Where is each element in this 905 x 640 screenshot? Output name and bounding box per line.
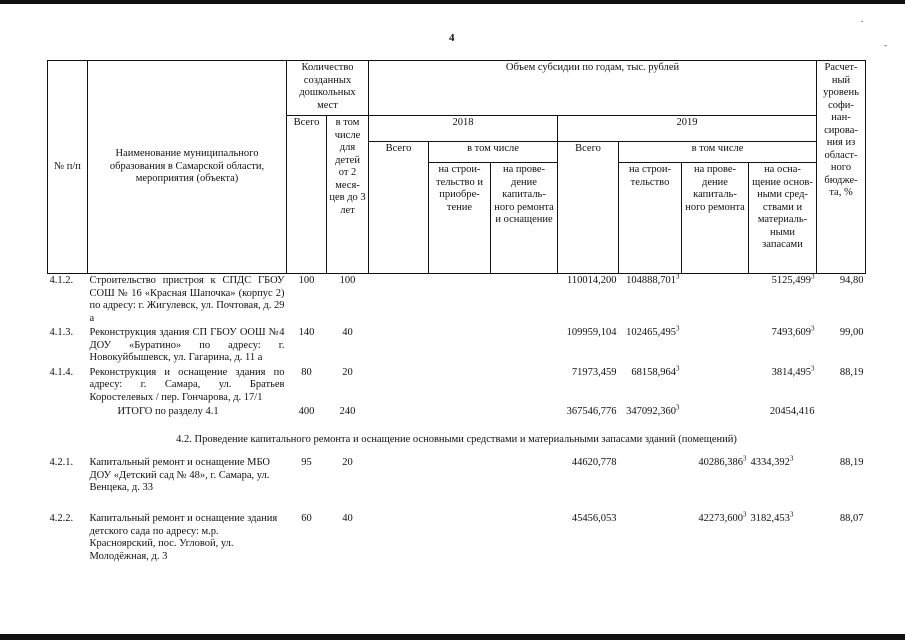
header-subsidy: Объем субсидии по годам, тыс. рублей xyxy=(369,61,817,116)
row-2019-total: 109959,104 xyxy=(566,327,617,338)
table-row xyxy=(48,456,866,512)
row-num: 4.1.3. xyxy=(49,327,74,338)
row-num: 4.1.2. xyxy=(49,275,74,286)
row-name: Капитальный ремонт и оснащение МБО ДОУ «Детский сад № 48», г. Самара, ул. Венцека, д. 33 xyxy=(89,457,271,493)
header-2018-including: в том числе xyxy=(429,142,558,163)
header-places: Количество созданных дошкольных мест xyxy=(287,61,369,116)
row-2019-equip: 7493,609$^3$ xyxy=(771,324,815,338)
row-2019-total: 45456,053 xyxy=(571,513,617,524)
row-places-under3: 20 xyxy=(342,366,353,378)
row-name: Реконструкция здания СП ГБОУ ООШ №4 ДОУ «Буратино» по адресу: г. Новокуйбышевск, ул. Гагарина, д. 11 а xyxy=(89,327,285,363)
row-2019-total: 44620,778 xyxy=(571,457,617,468)
header-2019-including: в том числе xyxy=(619,142,817,163)
row-num: 4.2.1. xyxy=(49,457,74,468)
row-places-total: 100 xyxy=(298,275,315,286)
row-name: Строительство пристроя к СПДС ГБОУ СОШ № 16 «Красная Шапочка» (корпус 2) по адресу: г. Жигулевск, ул. Почтовая, д. 29 а xyxy=(89,275,285,324)
row-places-under3: 100 xyxy=(339,275,356,286)
subtotal-2019-construction: 347092,360$^3$ xyxy=(626,403,680,417)
section-row xyxy=(48,420,866,457)
header-2018-construction: на строи- тельство и приобре- тение xyxy=(429,163,491,274)
header-2019-equip: на осна- щение основ- ными сред- ствами и материаль- ными запасами xyxy=(749,163,817,274)
row-places-total: 140 xyxy=(298,327,315,338)
row-2019-construction: 104888,701$^3$ xyxy=(626,272,680,286)
row-rate: 99,00 xyxy=(839,327,864,338)
header-name: Наименование муниципального образования в Самарской области, мероприятия (объекта) xyxy=(88,61,287,274)
subtotal-2019-equip: 20454,416 xyxy=(769,406,815,417)
table-row xyxy=(48,274,866,327)
scan-mark: . xyxy=(861,14,864,24)
header-year-2019: 2019 xyxy=(558,116,817,142)
row-name: Капитальный ремонт и оснащение здания детского сада по адресу: м.р. Красноярский, пос. Угловой, ул. Молодёжная, д. 3 xyxy=(89,513,278,562)
subtotal-places-total: 400 xyxy=(298,406,315,417)
row-rate: 88,19 xyxy=(839,366,864,378)
subtotal-places-under3: 240 xyxy=(339,406,356,417)
header-2019-construction: на строи- тельство xyxy=(619,163,682,274)
page-number: 4 xyxy=(449,32,455,44)
row-places-total: 80 xyxy=(301,366,312,378)
row-2019-equip: 4334,392$^3$ xyxy=(750,454,794,468)
row-num: 4.1.4. xyxy=(49,366,74,378)
row-rate: 88,07 xyxy=(839,513,864,524)
row-places-total: 60 xyxy=(301,513,312,524)
subtotal-2019-total: 367546,776 xyxy=(566,406,617,417)
row-places-under3: 20 xyxy=(342,457,353,468)
header-places-total: Всего xyxy=(287,116,327,274)
row-places-total: 95 xyxy=(301,457,312,468)
scan-mark: - xyxy=(884,40,887,50)
row-name: Реконструкция и оснащение здания по адресу: г. Самара, ул. Братьев Коростелевых / пер. Гончарова, д. 17/1 xyxy=(89,366,285,403)
row-2019-equip: 3182,453$^3$ xyxy=(750,510,794,524)
section-title: 4.2. Проведение капитального ремонта и оснащение основными средствами и материальными запасами зданий (помещений) xyxy=(176,433,737,445)
header-2018-repair: на прове- дение капиталь- ного ремонта и оснащение xyxy=(491,163,558,274)
header-2019-repair: на прове- дение капиталь- ного ремонта xyxy=(682,163,749,274)
header-2018-total: Всего xyxy=(369,142,429,274)
row-2019-construction: 102465,495$^3$ xyxy=(626,324,680,338)
header-2019-total: Всего xyxy=(558,142,619,274)
row-rate: 94,80 xyxy=(839,275,864,286)
header-year-2018: 2018 xyxy=(369,116,558,142)
row-places-under3: 40 xyxy=(342,513,353,524)
row-2019-construction: 68158,964$^3$ xyxy=(631,364,680,378)
top-border xyxy=(0,0,905,4)
subtotal-label: ИТОГО по разделу 4.1 xyxy=(117,406,219,417)
header-rate: Расчет- ный уровень софи- нан- сирова- ния из област- ного бюдже- та, % xyxy=(817,61,866,274)
row-num: 4.2.2. xyxy=(49,513,74,524)
row-rate: 88,19 xyxy=(839,457,864,468)
subsidy-table xyxy=(47,60,866,564)
row-2019-repair: 42273,600$^3$ xyxy=(698,510,747,524)
row-2019-equip: 3814,495$^3$ xyxy=(771,364,815,378)
row-2019-total: 71973,459 xyxy=(571,366,617,378)
header-num: № п/п xyxy=(48,61,88,274)
table-row xyxy=(48,512,866,564)
row-2019-equip: 5125,499$^3$ xyxy=(771,272,815,286)
bottom-border xyxy=(0,634,905,640)
row-places-under3: 40 xyxy=(342,327,353,338)
row-2019-total: 110014,200 xyxy=(567,275,617,286)
table-row xyxy=(48,366,866,406)
table-row xyxy=(48,326,866,366)
header-places-under3: в том числе для детей от 2 меся- цев до 3 лет xyxy=(327,116,369,274)
row-2019-repair: 40286,386$^3$ xyxy=(698,454,747,468)
subtotal-row xyxy=(48,405,866,420)
